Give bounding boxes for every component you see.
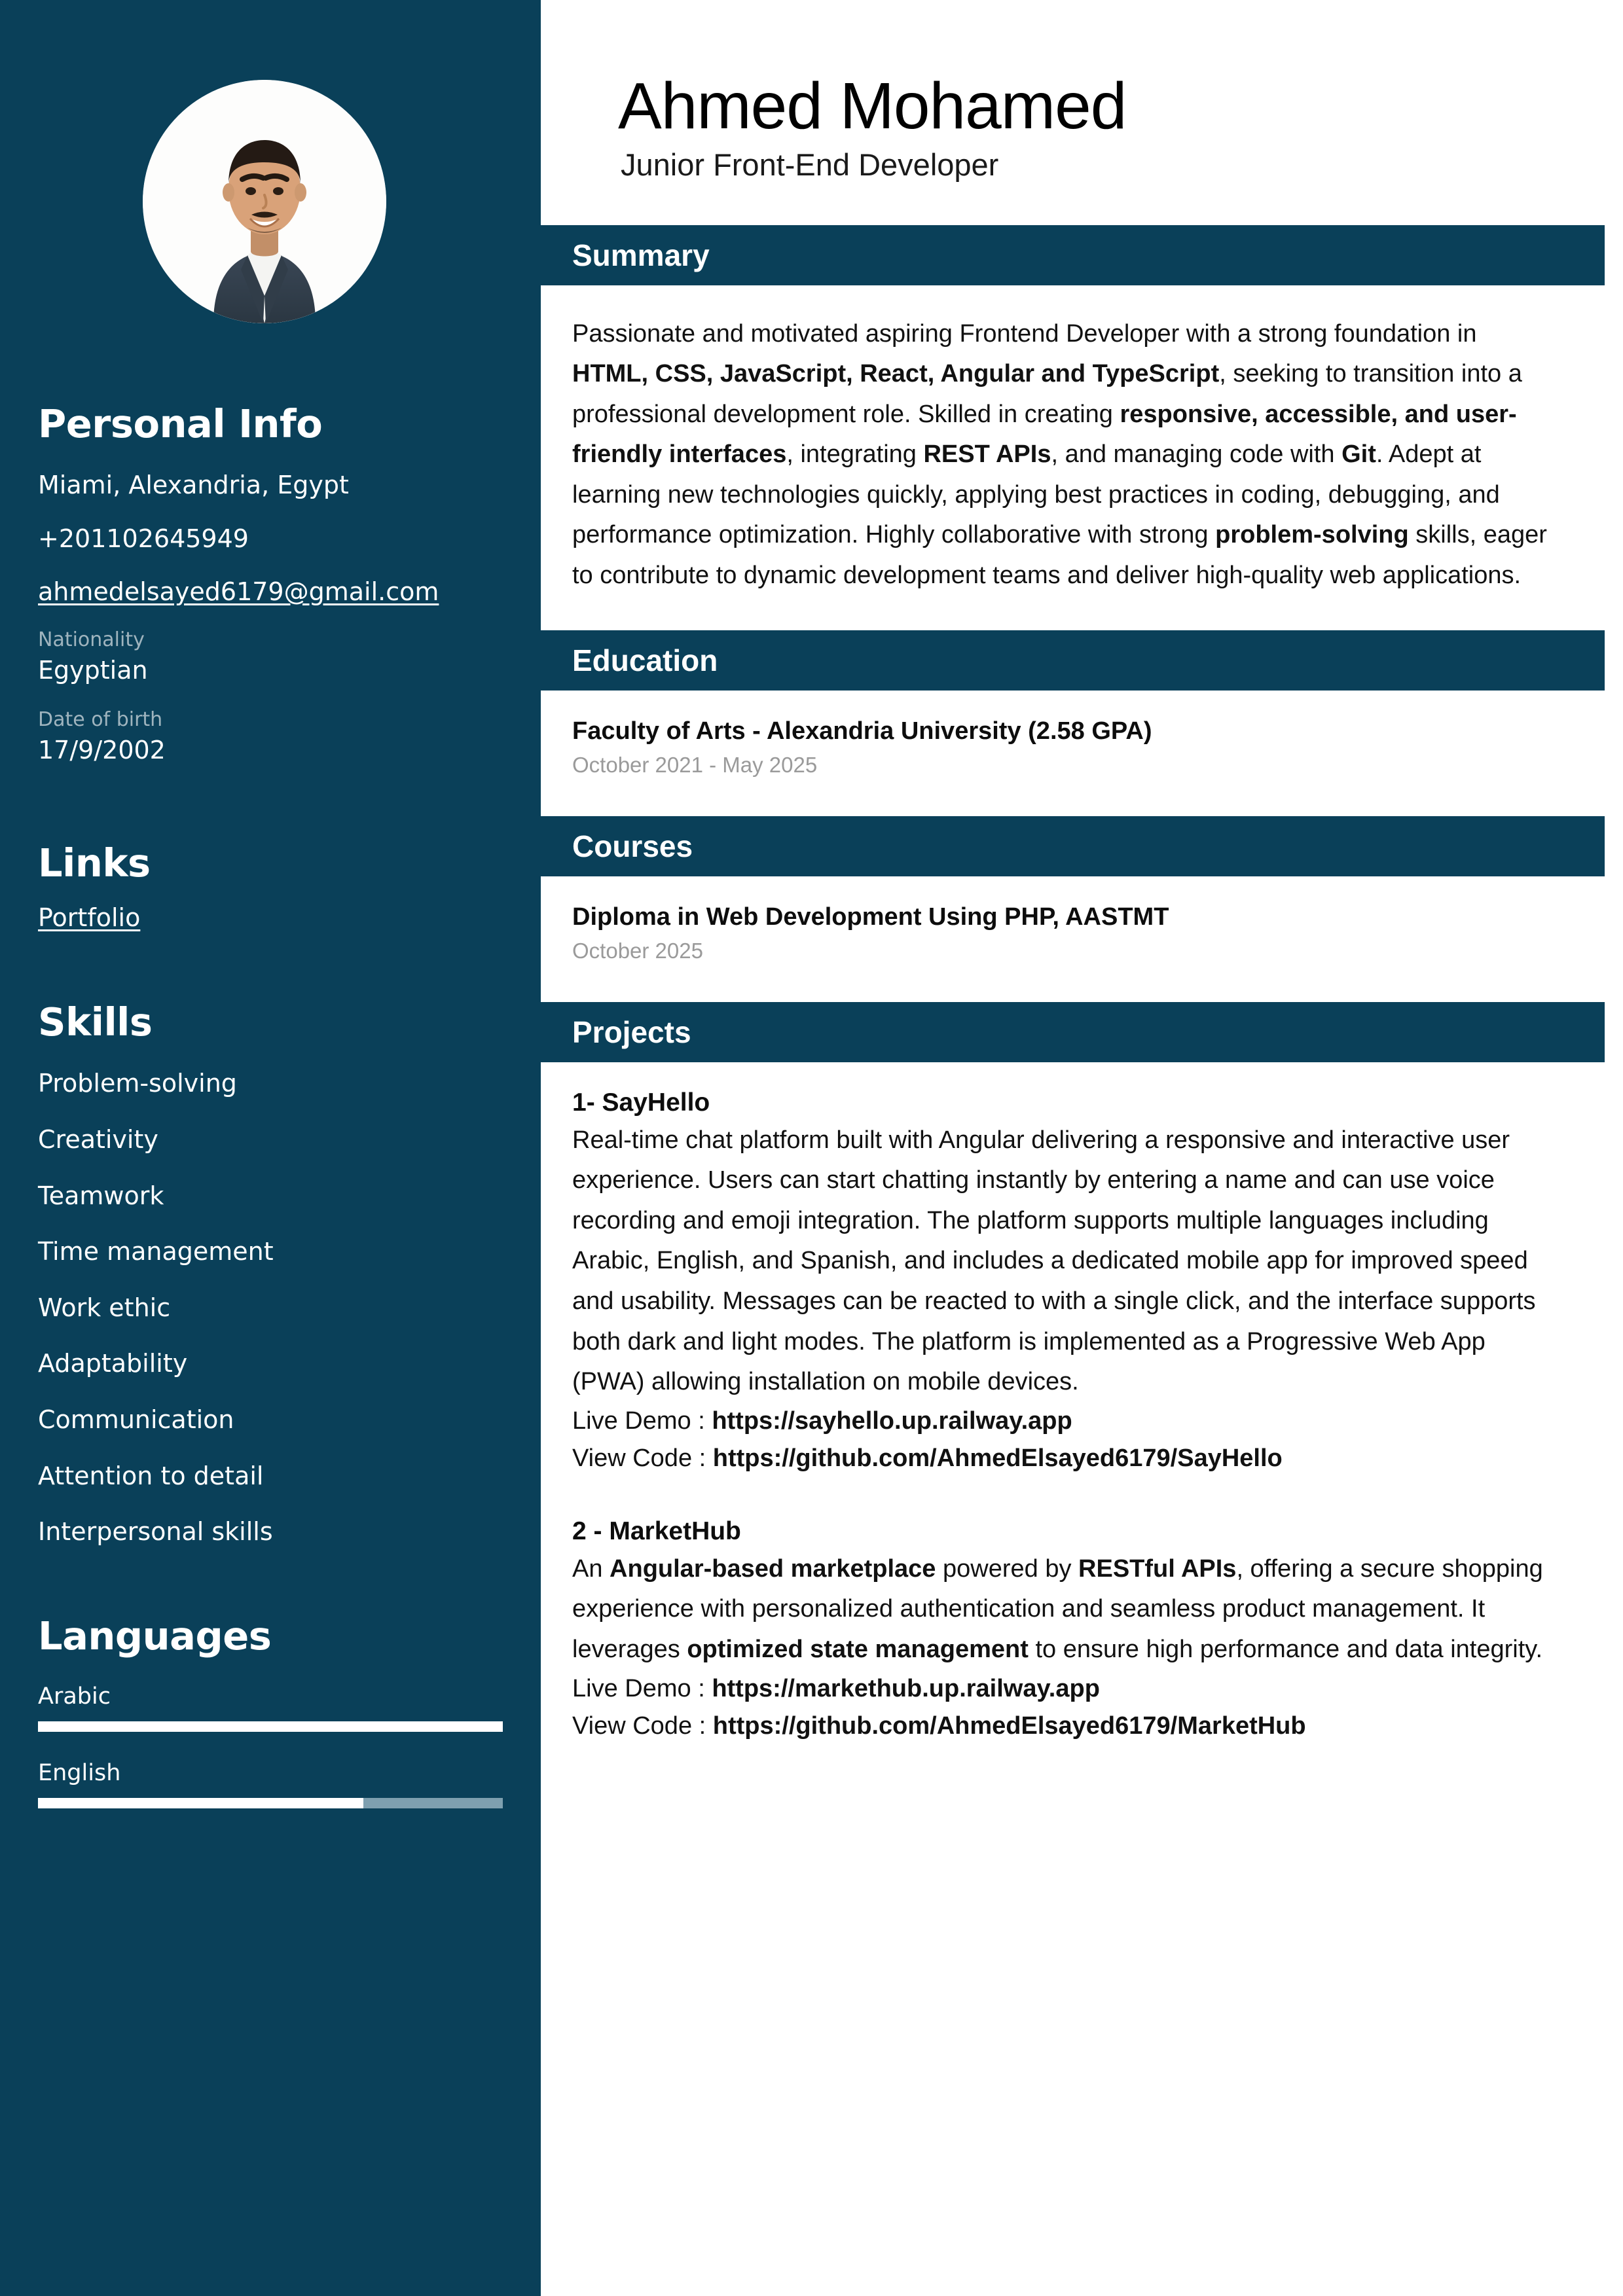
project-entry bbox=[572, 1087, 1548, 1478]
sidebar bbox=[0, 0, 541, 2296]
email-link[interactable]: ahmedelsayed6179@gmail.com bbox=[38, 577, 439, 607]
language-name: English bbox=[38, 1759, 121, 1786]
course-entry-title: Diploma in Web Development Using PHP, AASTMT bbox=[572, 903, 1169, 931]
project-description: Real-time chat platform built with Angular delivering a responsive and interactive user experience. Users can start chatting instantly by entering a name and can use voice recording and emoji integration. The platform supports multiple languages including Arabic, English, and Spanish, and includes a dedicated mobile app for improved speed and usability. Messages can be reacted to with a single click, and the interface supports both dark and light modes. The platform is implemented as a Progressive Web App (PWA) allowing installation on mobile devices. bbox=[572, 1126, 1536, 1396]
education-body bbox=[541, 691, 1605, 816]
skill-item: Time management bbox=[38, 1237, 274, 1266]
courses-body bbox=[541, 876, 1605, 1002]
language-level-bar bbox=[38, 1798, 503, 1808]
projects-body bbox=[541, 1062, 1605, 1746]
skill-item: Creativity bbox=[38, 1124, 158, 1154]
live-demo-label: Live Demo : bbox=[572, 1674, 712, 1702]
skill-item: Problem-solving bbox=[38, 1069, 237, 1098]
project-title: 1- SayHello bbox=[572, 1088, 710, 1117]
project-view-code bbox=[572, 1440, 1548, 1478]
project-live-demo bbox=[572, 1403, 1548, 1441]
language-item bbox=[38, 1683, 503, 1732]
skill-item: Teamwork bbox=[38, 1181, 164, 1210]
skills-heading: Skills bbox=[38, 999, 153, 1045]
projects-heading: Projects bbox=[572, 1015, 691, 1050]
projects-section-header bbox=[541, 1002, 1605, 1062]
language-level-fill bbox=[38, 1721, 503, 1732]
portfolio-link[interactable]: Portfolio bbox=[38, 903, 141, 933]
language-name: Arabic bbox=[38, 1683, 111, 1710]
project-live-demo bbox=[572, 1670, 1548, 1708]
view-code-label: View Code : bbox=[572, 1444, 713, 1473]
links-heading: Links bbox=[38, 840, 151, 886]
location-text: Miami, Alexandria, Egypt bbox=[38, 471, 349, 499]
project-divider-space bbox=[572, 1478, 1548, 1516]
project-entry bbox=[572, 1516, 1548, 1746]
avatar-container bbox=[0, 0, 541, 323]
courses-heading: Courses bbox=[572, 829, 693, 863]
view-code-url[interactable]: https://github.com/AhmedElsayed6179/MarketHub bbox=[712, 1712, 1306, 1740]
live-demo-url[interactable]: https://sayhello.up.railway.app bbox=[712, 1407, 1072, 1435]
summary-section-header bbox=[541, 225, 1605, 285]
education-entry-date: October 2021 - May 2025 bbox=[572, 752, 818, 777]
courses-section-header bbox=[541, 816, 1605, 876]
education-entry-title: Faculty of Arts - Alexandria University (2.58 GPA) bbox=[572, 717, 1152, 745]
language-level-bar bbox=[38, 1721, 503, 1732]
language-item bbox=[38, 1759, 503, 1808]
summary-body bbox=[541, 285, 1605, 630]
course-entry bbox=[572, 901, 1548, 965]
education-entry bbox=[572, 715, 1548, 780]
education-heading: Education bbox=[572, 643, 718, 677]
date-of-birth-label: Date of birth bbox=[38, 708, 163, 731]
project-view-code bbox=[572, 1708, 1548, 1746]
summary-text: Passionate and motivated aspiring Frontend Developer with a strong foundation in HTML, CSS, JavaScript, React, Angular and TypeScript, seeking to transition into a professional development role. Skilled in creating responsive, accessible, and user-friendly interfaces, integrating REST APIs, and managing code with Git. Adept at learning new technologies quickly, applying best practices in coding, debugging, and performance optimization. Highly collaborative with strong problem-solving skills, eager to contribute to dynamic development teams and deliver high-quality web applications. bbox=[572, 319, 1547, 589]
main-column bbox=[541, 0, 1623, 2296]
nationality-label: Nationality bbox=[38, 628, 145, 652]
profile-photo bbox=[143, 80, 386, 323]
skill-item: Work ethic bbox=[38, 1293, 171, 1322]
education-section-header bbox=[541, 630, 1605, 691]
page-title: Ahmed Mohamed bbox=[618, 69, 1127, 143]
name-block bbox=[541, 0, 1623, 182]
phone-text: +201102645949 bbox=[38, 524, 249, 553]
skill-item: Communication bbox=[38, 1405, 234, 1434]
languages-heading: Languages bbox=[38, 1613, 272, 1659]
course-entry-date: October 2025 bbox=[572, 939, 703, 963]
nationality-value: Egyptian bbox=[38, 656, 148, 685]
job-title: Junior Front-End Developer bbox=[621, 147, 999, 182]
view-code-url[interactable]: https://github.com/AhmedElsayed6179/SayHello bbox=[712, 1444, 1283, 1473]
live-demo-label: Live Demo : bbox=[572, 1407, 712, 1435]
language-level-fill bbox=[38, 1798, 363, 1808]
summary-heading: Summary bbox=[572, 238, 710, 272]
skill-item: Attention to detail bbox=[38, 1461, 264, 1490]
live-demo-url[interactable]: https://markethub.up.railway.app bbox=[712, 1674, 1100, 1702]
skill-item: Adaptability bbox=[38, 1349, 188, 1378]
date-of-birth-value: 17/9/2002 bbox=[38, 735, 166, 764]
project-description: An Angular-based marketplace powered by RESTful APIs, offering a secure shopping experience with personalized authentication and seamless product management. It leverages optimized state management to ensure high performance and data integrity. bbox=[572, 1554, 1543, 1663]
project-title: 2 - MarketHub bbox=[572, 1517, 741, 1546]
view-code-label: View Code : bbox=[572, 1712, 713, 1740]
personal-info-heading: Personal Info bbox=[38, 401, 323, 446]
skill-item: Interpersonal skills bbox=[38, 1517, 273, 1547]
